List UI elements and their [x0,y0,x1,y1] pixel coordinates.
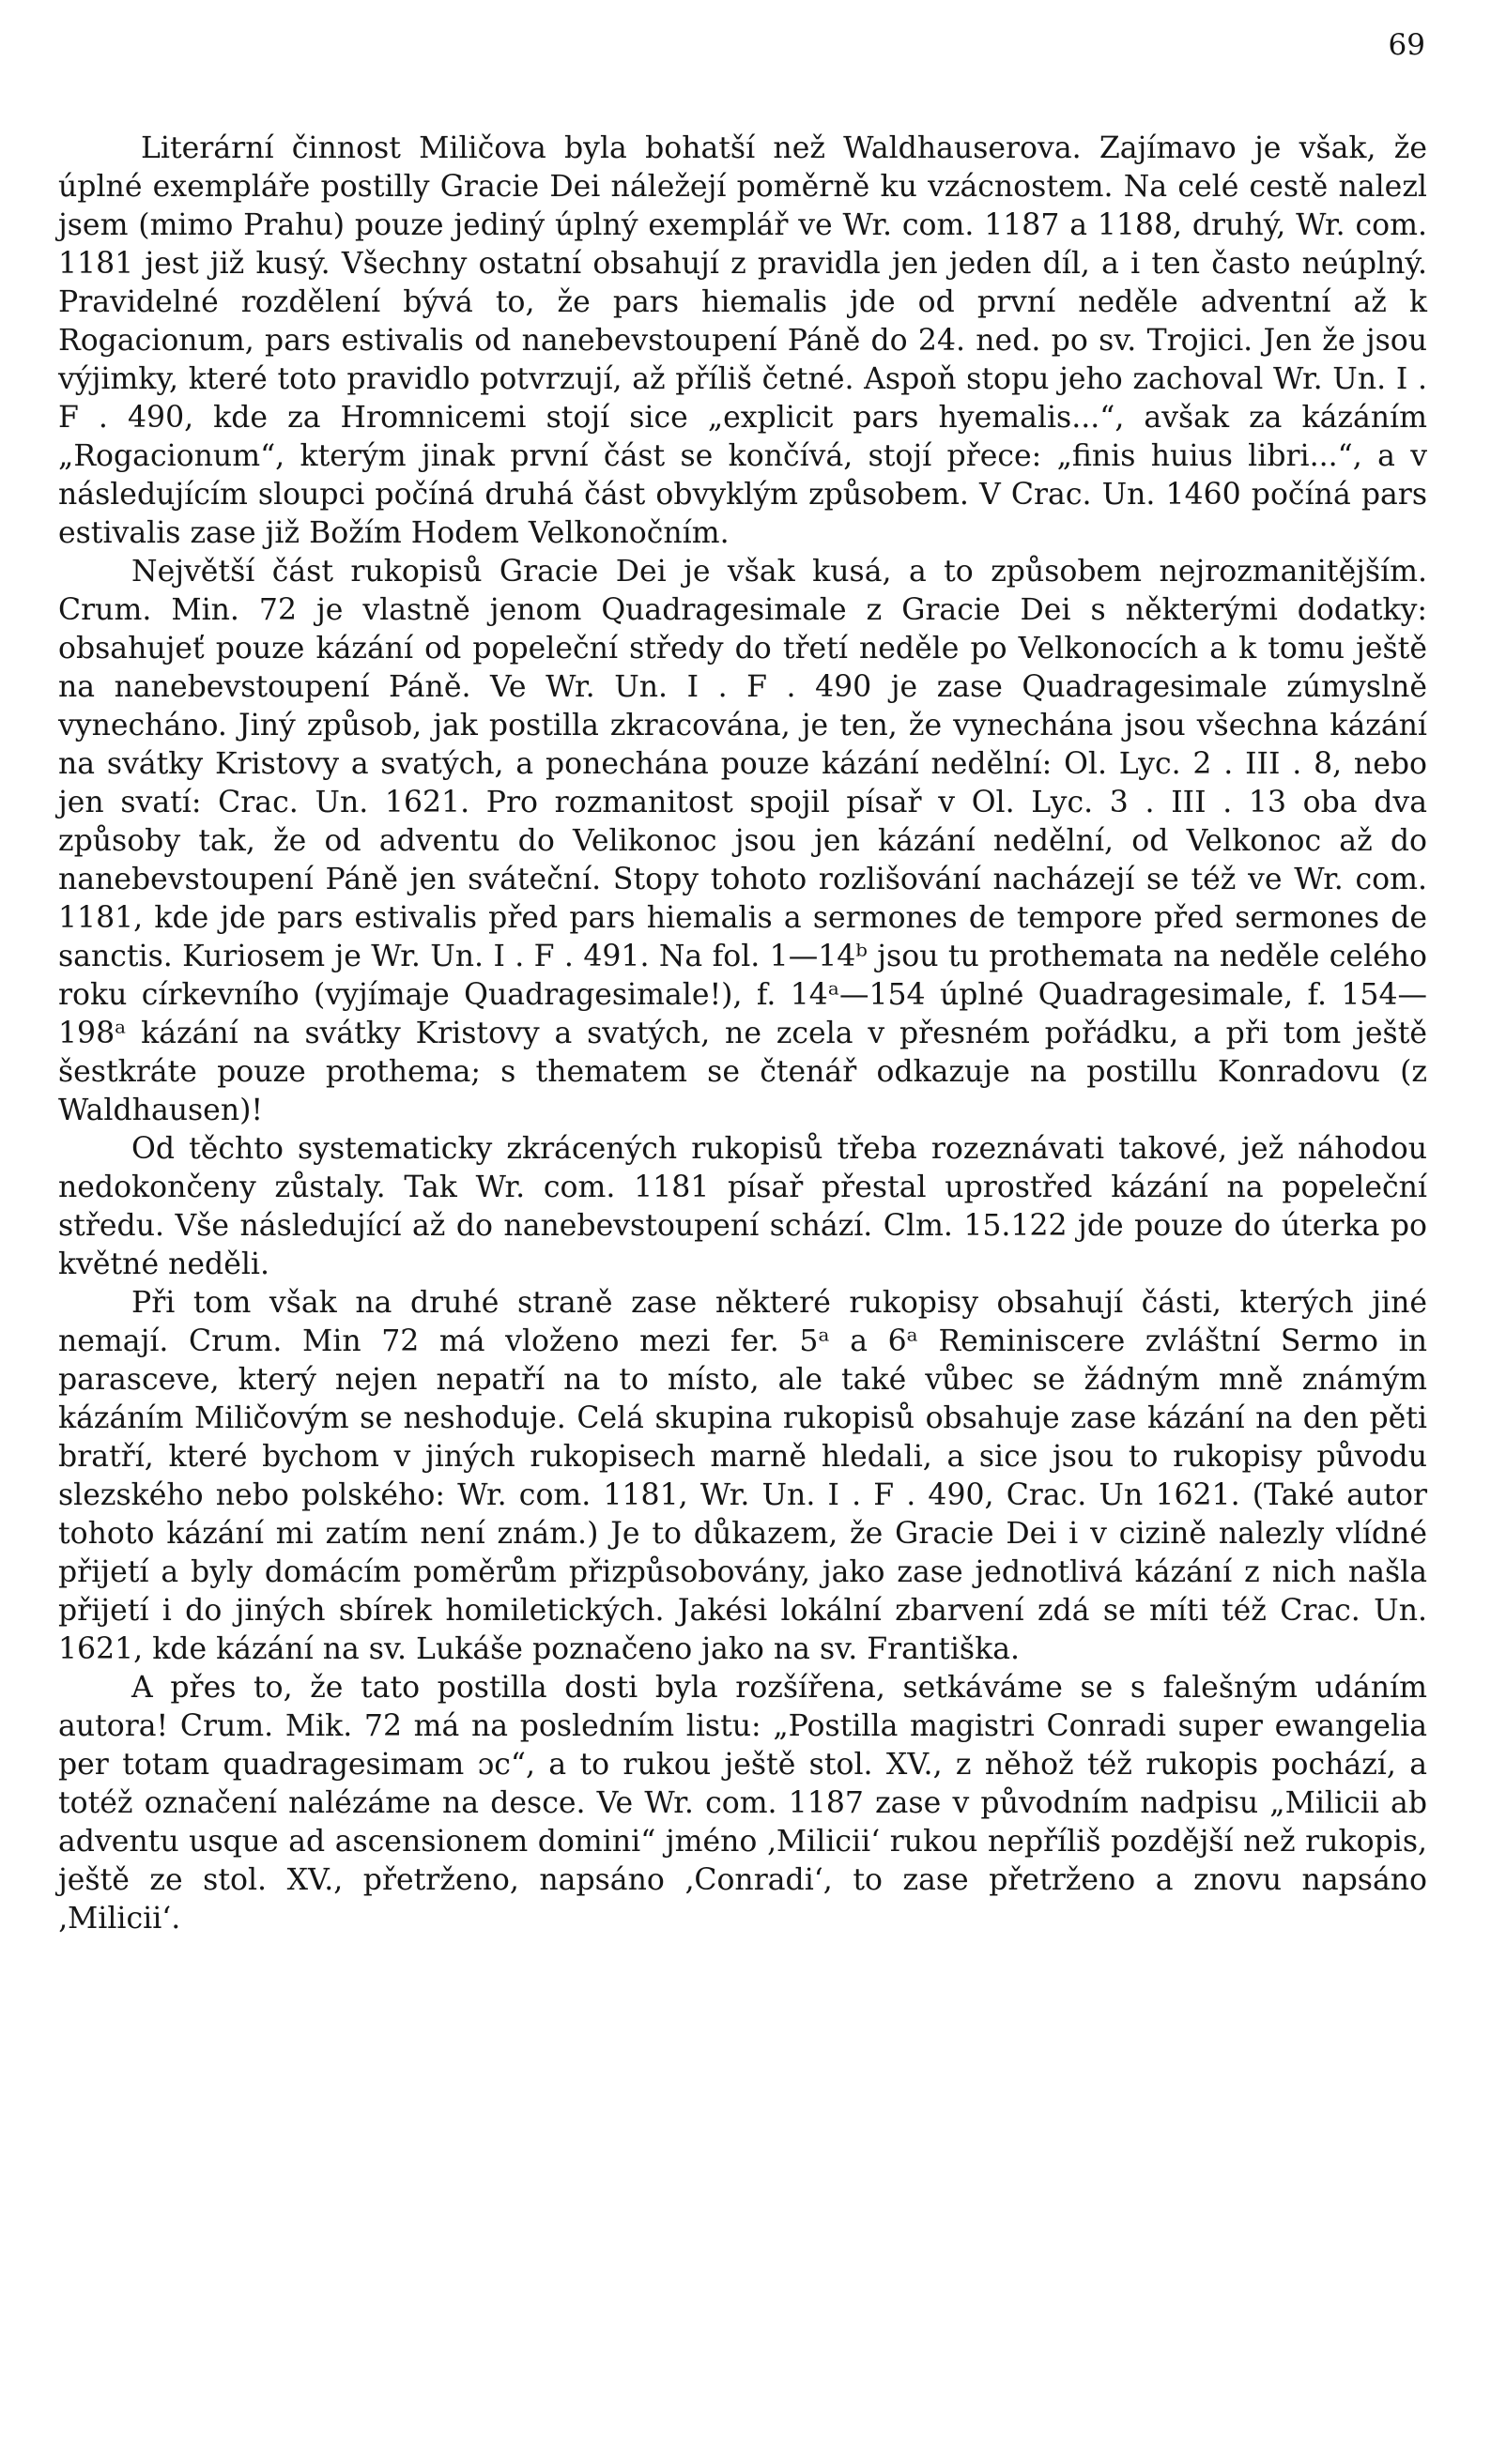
paragraph-5: A přes to, že tato postilla dosti byla rozšířena, setkáváme se s falešným udáním autora! Crum. Mik. 72 má na posledním listu: „Postilla magistri Conradi super ewangelia per totam quadragesimam ɔc“, a to rukou ještě stol. XV., z něhož též rukopis pochází, a totéž označení nalézáme na desce. Ve Wr. com. 1187 zase v původním nadpisu „Milicii ab adventu usque ad ascensionem domini“ jméno ‚Milicii‘ rukou nepříliš pozdější než rukopis, ještě ze stol. XV., přetrženo, napsáno ‚Conradi‘, to zase přetrženo a znovu napsáno ‚Milicii‘. [58,1671,1427,1936]
paragraph-4: Při tom však na druhé straně zase některé rukopisy obsahují části, kterých jiné nemají. Crum. Min 72 má vloženo mezi fer. 5ᵃ a 6ᵃ Reminiscere zvláštní Sermo in parasceve, který nejen nepatří na to místo, ale také vůbec se žádným mně známým kázáním Miličovým se neshoduje. Celá skupina rukopisů obsahuje zase kázání na den pěti bratří, které bychom v jiných rukopisech marně hledali, a sice jsou to rukopisy původu slezského nebo polského: Wr. com. 1181, Wr. Un. I . F . 490, Crac. Un 1621. (Také autor tohoto kázání mi zatím není znám.) Je to důkazem, že Gracie Dei i v cizině nalezly vlídné přijetí a byly domácím poměrům přizpůsobovány, jako zase jednotlivá kázání z nich našla přijetí i do jiných sbírek homiletických. Jakési lokální zbarvení zdá se míti též Crac. Un. 1621, kde kázání na sv. Lukáše poznačeno jako na sv. Františka. [58,1286,1427,1666]
body-text [58,130,1427,1938]
paragraph-2: Největší část rukopisů Gracie Dei je však kusá, a to způsobem nejrozmanitějším. Crum. Min. 72 je vlastně jenom Quadragesimale z Gracie Dei s některými dodatky: obsahujeť pouze kázání od popeleční středy do třetí neděle po Velkonocích a k tomu ještě na nanebevstoupení Páně. Ve Wr. Un. I . F . 490 je zase Quadragesimale zúmyslně vynecháno. Jiný způsob, jak postilla zkracována, je ten, že vynechána jsou všechna kázání na svátky Kristovy a svatých, a ponechána pouze kázání nedělní: Ol. Lyc. 2 . III . 8, nebo jen svatí: Crac. Un. 1621. Pro rozmanitost spojil písař v Ol. Lyc. 3 . III . 13 oba dva způsoby tak, že od adventu do Velikonoc jsou jen kázání nedělní, od Velkonoc až do nanebevstoupení Páně jen sváteční. Stopy tohoto rozlišování nacházejí se též ve Wr. com. 1181, kde jde pars estivalis před pars hiemalis a sermones de tempore před sermones de sanctis. Kuriosem je Wr. Un. I . F . 491. Na fol. 1—14ᵇ jsou tu prothemata na neděle celého roku církevního (vyjímaje Quadragesimale!), f. 14ᵃ—154 úplné Quadragesimale, f. 154—198ᵃ kázání na svátky Kristovy a svatých, ne zcela v přesném pořádku, a při tom ještě šestkráte pouze prothema; s thematem se čtenář odkazuje na postillu Konradovu (z Waldhausen)! [58,555,1427,1127]
page-number: 69 [1388,28,1425,62]
paragraph-3: Od těchto systematicky zkrácených rukopisů třeba rozeznávati takové, jež náhodou nedokončeny zůstaly. Tak Wr. com. 1181 písař přestal uprostřed kázání na popeleční středu. Vše následující až do nanebevstoupení schází. Clm. 15.122 jde pouze do úterka po květné neděli. [58,1132,1427,1281]
paragraph-1: Literární činnost Miličova byla bohatší než Waldhauserova. Zajímavo je však, že úplné exempláře postilly Gracie Dei náležejí poměrně ku vzácnostem. Na celé cestě nalezl jsem (mimo Prahu) pouze jediný úplný exemplář ve Wr. com. 1187 a 1188, druhý, Wr. com. 1181 jest již kusý. Všechny ostatní obsahují z pravidla jen jeden díl, a i ten často neúplný. Pravidelné rozdělení bývá to, že pars hiemalis jde od první neděle adventní až k Rogacionum, pars estivalis od nanebevstoupení Páně do 24. ned. po sv. Trojici. Jen že jsou výjimky, které toto pravidlo potvrzují, až příliš četné. Aspoň stopu jeho zachoval Wr. Un. I . F . 490, kde za Hromnicemi stojí sice „explicit pars hyemalis...“, avšak za kázáním „Rogacionum“, kterým jinak první část se končívá, stojí přece: „finis huius libri...“, a v následujícím sloupci počíná druhá část obvyklým způsobem. V Crac. Un. 1460 počíná pars estivalis zase již Božím Hodem Velkonočním. [58,131,1427,550]
